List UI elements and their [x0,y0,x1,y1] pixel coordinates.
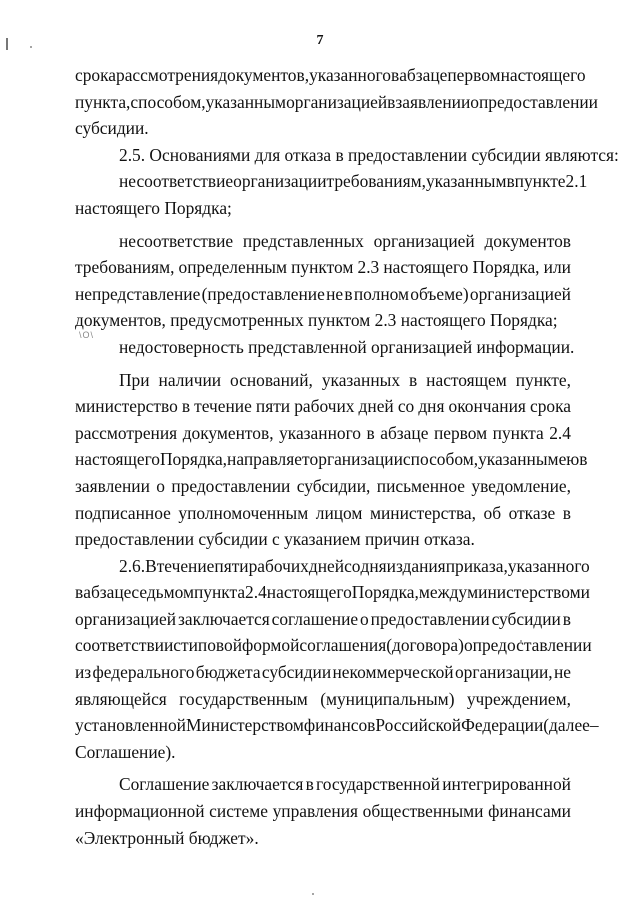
text-line [75,89,598,116]
document-body [75,62,619,851]
word: 2.1 [565,171,588,192]
scan-speck [312,893,314,895]
word: заключается [211,774,304,795]
word: настоящего [383,257,469,278]
word: абзаце [380,422,429,443]
word: организацией [286,91,388,112]
paragraph-notification [75,367,588,553]
word: Порядка, [159,449,228,470]
word: пунктом [291,257,354,278]
word: о [360,608,369,629]
word: настоящем [426,369,507,390]
word: государственной [316,774,440,795]
word: абзаце [83,582,132,603]
text-line: «Электронный бюджет». [75,827,259,848]
word: дня [360,555,387,576]
word: оснований, [230,369,313,390]
word: срока [75,65,117,85]
word: финансов [303,715,376,736]
word: течение [194,396,252,417]
text-line [75,712,599,739]
word: предоставлении [370,608,490,629]
word: Министерством [185,715,304,736]
word: между [418,582,468,603]
word: рабочих [294,396,355,417]
word: заключается [177,608,270,629]
word: соглашение [271,608,359,629]
text-line: Соглашение). [75,741,176,762]
word: организации [309,449,403,470]
text-line: настоящего Порядка; [75,197,232,218]
word: в [387,91,396,112]
word: организации [233,171,327,192]
margin-note: \О\ [79,330,95,340]
word: ею [558,449,580,470]
word: срока [529,396,571,417]
word: документов [484,230,571,251]
word: в [390,65,400,85]
word: бюджета [195,662,261,683]
word: со [397,396,415,417]
word: в [562,502,571,523]
word: субсидии [261,662,332,683]
word: о [470,91,479,112]
word: указанным [478,449,559,470]
text-line [75,446,588,473]
word: При [119,369,150,390]
word: несоответствие [119,230,234,251]
word: несоответствие [119,171,234,192]
word: типовой [181,635,243,656]
word: первом [433,422,488,443]
word: 2.3 [357,257,380,278]
word: объеме) [410,283,469,304]
word: способом, [402,449,479,470]
word: Порядка, [351,582,419,603]
word: организацией [75,608,177,629]
word: (договора) [386,635,464,656]
paragraph-refusal-reason-1 [75,168,588,221]
word: документов, [218,65,310,85]
word: соответствии [75,635,174,656]
word: информационной [75,801,205,822]
word: (предоставление [201,283,325,304]
word: не [326,283,344,304]
text-line [75,659,571,686]
word: 2.4 [245,582,267,603]
word: пункта, [75,91,131,112]
word: указанного [507,555,590,576]
text-line [75,500,571,527]
word: формой [242,635,300,656]
word: пяти [255,396,291,417]
word: указанным [205,91,287,112]
text-line: предоставлении субсидии с указанием причин отказа. [75,529,475,550]
word: предоставлении [171,475,291,496]
word: непредставление [75,283,201,304]
word: соглашения [299,635,387,656]
word: с [173,635,181,656]
word: пункте [514,171,566,192]
paragraph-refusal-reason-2 [75,228,571,334]
word: министерства, [369,502,476,523]
word: письменное [376,475,465,496]
word: субсидии, [296,475,371,496]
word: управления [272,801,359,822]
word: лицом [315,502,363,523]
word: представленных [242,230,364,251]
word: учреждением, [466,688,571,709]
word: рабочих [248,555,309,576]
word: являющейся [75,688,167,709]
word: в [562,608,571,629]
word: дня [418,396,445,417]
word: седьмом [131,582,194,603]
word: настоящего [500,65,586,85]
word: способом, [130,91,206,112]
word: интегрированной [442,774,571,795]
word: предоставлении [472,635,592,656]
word: организацией [469,283,571,304]
word: установленной [75,715,186,736]
word: системе [209,801,268,822]
word: в [579,449,588,470]
text-line [75,393,571,420]
word: Порядка, [472,257,540,278]
text-line [75,606,571,633]
word: (далее [543,715,590,736]
word: в [344,283,353,304]
text-line [75,553,590,580]
word: пяти [214,555,249,576]
word: в [408,369,418,390]
word: дней [358,396,394,417]
word: и [580,582,590,603]
text-line [75,771,571,798]
word: в [305,774,314,795]
word: в [181,396,191,417]
word: настоящего [266,582,352,603]
word: в [506,171,515,192]
word: со [344,555,361,576]
word: определенным [178,257,288,278]
text-line [75,367,571,394]
text-line [75,686,571,713]
text-line: 2.5. Основаниями для отказа в предоставлении субсидии являются: [119,144,619,165]
word: организации, [454,662,553,683]
word: или [543,257,571,278]
word: Российской [375,715,462,736]
word: (муниципальным) [320,688,455,709]
page-number: 7 [316,33,324,48]
word: министерство [75,396,178,417]
text-line [75,798,571,825]
word: субсидии [491,608,561,629]
word: требованиям, [75,257,175,278]
word: федерального [92,662,195,683]
text-line [75,62,586,89]
word: предоставлении [478,91,598,112]
word: указанного [279,422,361,443]
word: рассмотрения [75,422,178,443]
word: документов, [182,422,274,443]
word: пункте, [515,369,571,390]
word: Федерации [461,715,544,736]
word: в [366,422,375,443]
word: направляет [227,449,310,470]
text-line: недостоверность представленной организацией информации. [119,336,575,357]
word: уполномоченным [178,502,309,523]
word: настоящего [75,449,160,470]
word: полном [353,283,410,304]
paragraph-2-6 [75,553,599,766]
word: отказе [508,502,556,523]
text-line [75,473,571,500]
text-line [75,420,571,447]
word: приказа, [445,555,508,576]
word: о [463,635,473,656]
paragraph-1 [75,62,598,142]
word: издания [386,555,446,576]
word: в [75,582,84,603]
word: 2.4 [549,422,571,443]
text-line: документов, предусмотренных пунктом 2.3 настоящего Порядка; [75,310,558,331]
text-line [75,228,571,255]
text-line [75,168,588,195]
word: организацией [373,230,475,251]
word: рассмотрения [116,65,219,85]
text-line [75,254,571,281]
word: о [156,475,165,496]
word: течение [156,555,215,576]
paragraph-refusal-reason-3 [75,334,575,361]
word: заявлении [395,91,471,112]
text-line [75,579,590,606]
word: указанного [309,65,391,85]
word: об [483,502,502,523]
word: 2.6. [119,555,146,576]
text-line [75,632,592,659]
word: – [589,715,599,736]
word: дней [308,555,345,576]
word: министерством [467,582,581,603]
text-line: субсидии. [75,118,149,139]
word: не [553,662,571,683]
word: подписанное [75,502,171,523]
word: из [75,662,92,683]
word: абзаце [399,65,448,85]
word: указанных [321,369,401,390]
word: первом [447,65,501,85]
word: указанным [425,171,507,192]
word: окончания [448,396,526,417]
word: некоммерческой [332,662,454,683]
word: В [145,555,157,576]
word: пункта [193,582,246,603]
text-line [75,281,571,308]
paragraph-electronic-budget [75,771,571,851]
word: общественными [362,801,484,822]
word: финансами [488,801,571,822]
word: государственным [179,688,308,709]
word: Соглашение [119,774,210,795]
paragraph-2-5-heading [75,142,619,169]
word: заявлении [75,475,150,496]
word: наличии [158,369,222,390]
word: требованиям, [326,171,426,192]
word: уведомление, [471,475,571,496]
word: пункта [492,422,544,443]
